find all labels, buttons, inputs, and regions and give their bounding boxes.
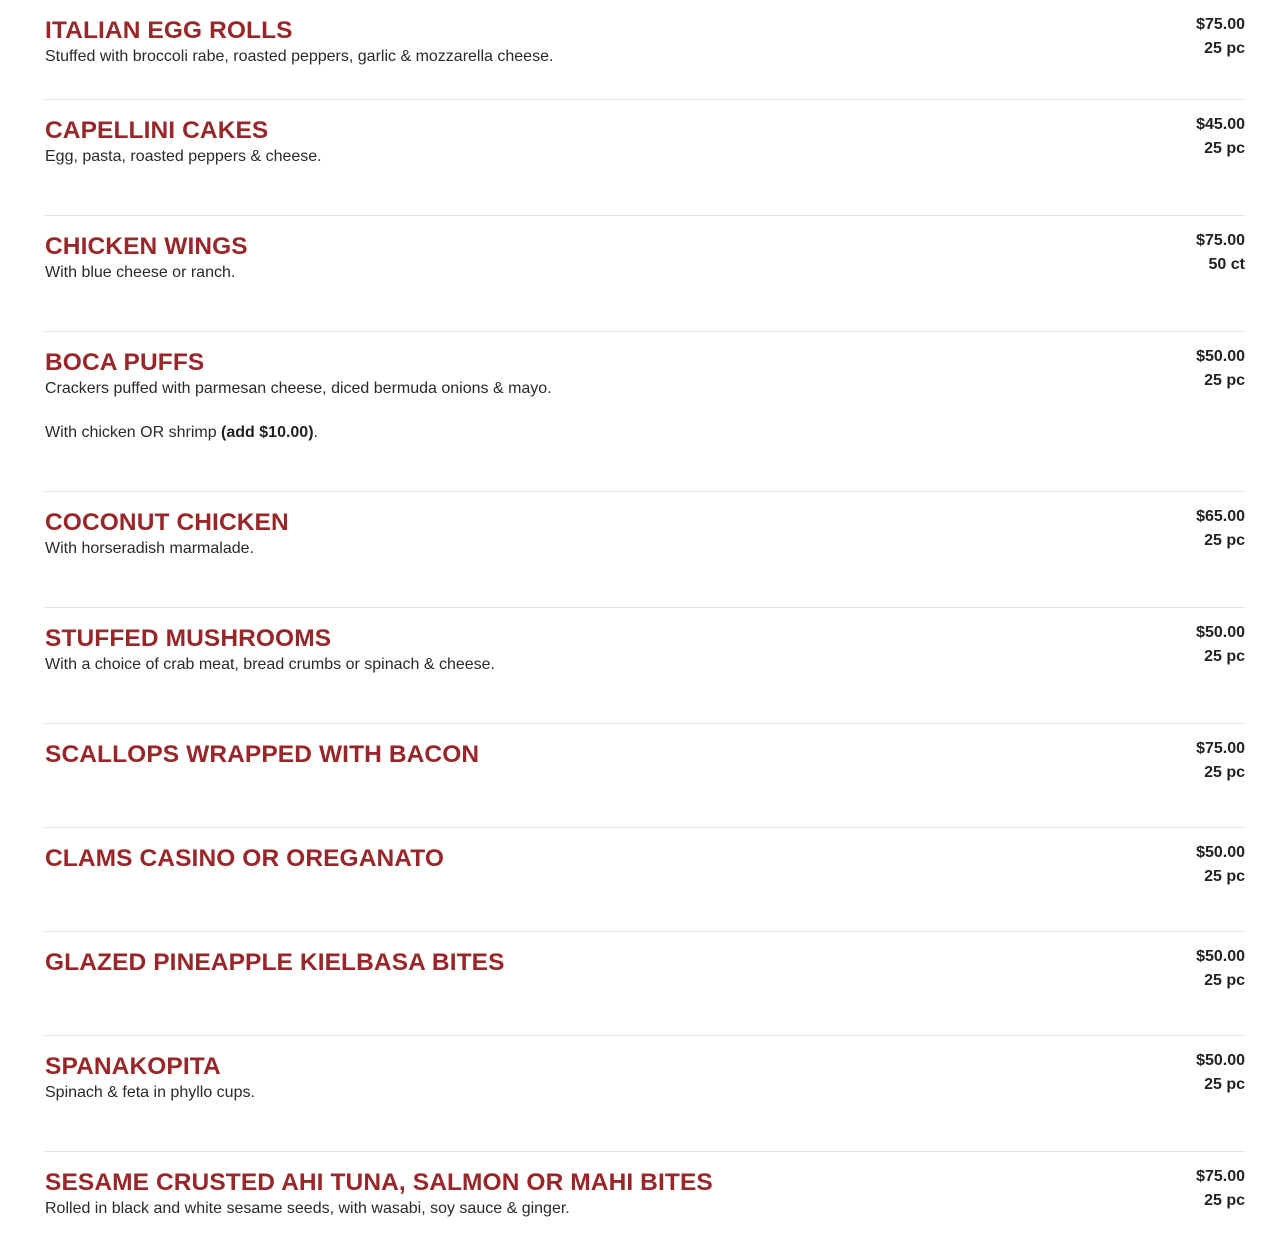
menu-item bbox=[45, 932, 1245, 1036]
item-name: BOCA PUFFS bbox=[45, 349, 205, 376]
item-quantity: 25 pc bbox=[1204, 532, 1245, 549]
item-price: $45.00 bbox=[1196, 116, 1245, 133]
item-price: $50.00 bbox=[1196, 844, 1245, 861]
price-block bbox=[1196, 345, 1245, 393]
item-quantity: 25 pc bbox=[1204, 648, 1245, 665]
item-price: $50.00 bbox=[1196, 624, 1245, 641]
menu-item bbox=[45, 608, 1245, 724]
price-block bbox=[1196, 505, 1245, 553]
item-description: Egg, pasta, roasted peppers & cheese. bbox=[45, 148, 322, 165]
item-quantity: 25 pc bbox=[1204, 972, 1245, 989]
item-name: SCALLOPS WRAPPED WITH BACON bbox=[45, 741, 480, 768]
menu-item bbox=[45, 492, 1245, 608]
item-description: Stuffed with broccoli rabe, roasted peppers, garlic & mozzarella cheese. bbox=[45, 48, 554, 65]
item-price: $75.00 bbox=[1196, 232, 1245, 249]
item-quantity: 25 pc bbox=[1204, 1076, 1245, 1093]
menu-list bbox=[45, 0, 1245, 1248]
price-block bbox=[1196, 1049, 1245, 1097]
menu-item bbox=[45, 1152, 1245, 1248]
menu-item bbox=[45, 724, 1245, 828]
item-name: CAPELLINI CAKES bbox=[45, 117, 269, 144]
price-block bbox=[1196, 113, 1245, 161]
menu-item bbox=[45, 828, 1245, 932]
item-quantity: 25 pc bbox=[1204, 868, 1245, 885]
addon-price: (add $10.00) bbox=[221, 424, 314, 441]
item-price: $75.00 bbox=[1196, 16, 1245, 33]
item-price: $50.00 bbox=[1196, 948, 1245, 965]
item-name: GLAZED PINEAPPLE KIELBASA BITES bbox=[45, 949, 505, 976]
item-price: $65.00 bbox=[1196, 508, 1245, 525]
addon-period: . bbox=[313, 424, 318, 441]
item-description: With horseradish marmalade. bbox=[45, 540, 254, 557]
item-price: $50.00 bbox=[1196, 1052, 1245, 1069]
item-price: $75.00 bbox=[1196, 740, 1245, 757]
menu-item bbox=[45, 0, 1245, 100]
item-quantity: 25 pc bbox=[1204, 40, 1245, 57]
price-block bbox=[1196, 841, 1245, 889]
menu-item bbox=[45, 332, 1245, 492]
item-name: SPANAKOPITA bbox=[45, 1053, 221, 1080]
item-description: Spinach & feta in phyllo cups. bbox=[45, 1084, 255, 1101]
item-quantity: 50 ct bbox=[1208, 256, 1245, 273]
item-name: STUFFED MUSHROOMS bbox=[45, 625, 332, 652]
item-quantity: 25 pc bbox=[1204, 764, 1245, 781]
item-name: CHICKEN WINGS bbox=[45, 233, 248, 260]
item-name: SESAME CRUSTED AHI TUNA, SALMON OR MAHI BITES bbox=[45, 1169, 713, 1196]
price-block bbox=[1196, 1165, 1245, 1213]
item-quantity: 25 pc bbox=[1204, 1192, 1245, 1209]
price-block bbox=[1196, 945, 1245, 993]
price-block bbox=[1196, 229, 1245, 277]
item-description-addon bbox=[45, 422, 1245, 444]
item-price: $75.00 bbox=[1196, 1168, 1245, 1185]
menu-item bbox=[45, 100, 1245, 216]
item-description: With a choice of crab meat, bread crumbs or spinach & cheese. bbox=[45, 656, 495, 673]
item-quantity: 25 pc bbox=[1204, 372, 1245, 389]
item-quantity: 25 pc bbox=[1204, 140, 1245, 157]
addon-text: With chicken OR shrimp bbox=[45, 424, 222, 441]
menu-item bbox=[45, 1036, 1245, 1152]
price-block bbox=[1196, 737, 1245, 785]
item-description: With blue cheese or ranch. bbox=[45, 264, 236, 281]
item-name: COCONUT CHICKEN bbox=[45, 509, 289, 536]
item-description: Rolled in black and white sesame seeds, with wasabi, soy sauce & ginger. bbox=[45, 1200, 570, 1217]
price-block bbox=[1196, 13, 1245, 61]
item-description: Crackers puffed with parmesan cheese, diced bermuda onions & mayo. bbox=[45, 380, 552, 397]
item-name: CLAMS CASINO OR OREGANATO bbox=[45, 845, 445, 872]
item-price: $50.00 bbox=[1196, 348, 1245, 365]
price-block bbox=[1196, 621, 1245, 669]
menu-item bbox=[45, 216, 1245, 332]
item-name: ITALIAN EGG ROLLS bbox=[45, 17, 293, 44]
